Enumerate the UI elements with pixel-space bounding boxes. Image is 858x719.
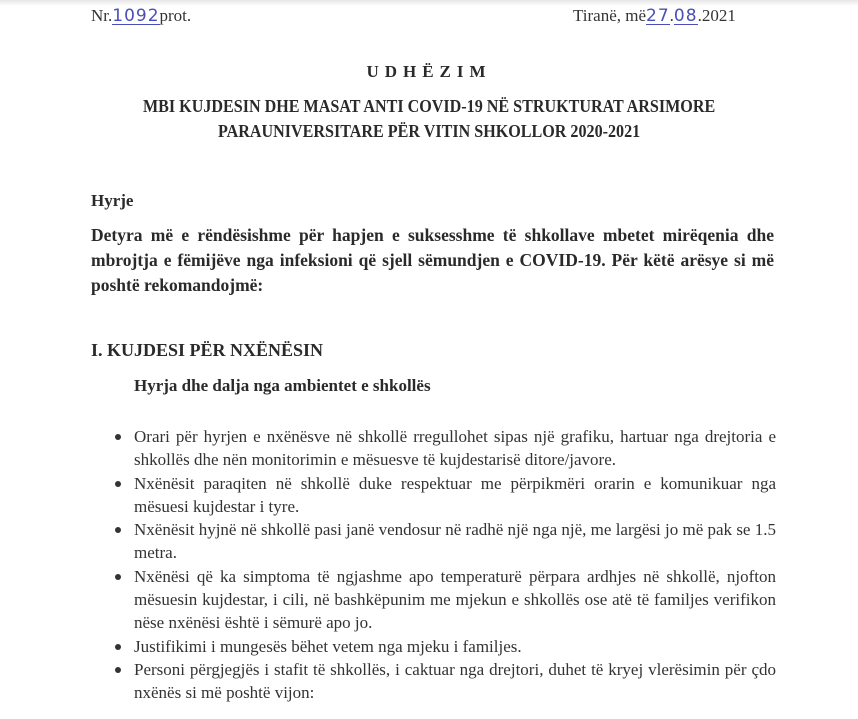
- list-item: [114, 472, 776, 519]
- bullet-icon: [115, 481, 121, 487]
- protocol-suffix: prot.: [159, 6, 192, 25]
- document-type: UDHËZIM: [366, 62, 492, 81]
- list-item-text: Nxënësit paraqiten në shkollë duke respektuar me përpikmëri orarin e komunikuar nga mësuesi kujdestar i tyre.: [134, 473, 776, 516]
- date-month-handwritten: 08: [673, 6, 698, 26]
- list-item-text: Personi përgjegjës i stafit të shkollës, i caktuar nga drejtori, duhet të kryej vlerësimin për çdo nxënës si më poshtë vijon:: [134, 659, 776, 703]
- bullet-icon: [115, 644, 121, 650]
- date-day-handwritten: 27: [646, 6, 670, 26]
- section-subheading: Hyrja dhe dalja nga ambientet e shkollës: [134, 376, 431, 395]
- list-item: [114, 635, 776, 658]
- document-title-line1: MBI KUJDESIN DHE MASAT ANTI COVID-19 NË STRUKTURAT ARSIMORE: [142, 96, 716, 116]
- date-year: .2021: [697, 6, 736, 25]
- list-item-text: Nxënësi që ka simptoma të ngjashme apo temperaturë përpara ardhjes në shkollë, njofton mësuesin kujdestar, i cili, në bashkëpunim me mjekun e shkollës ose atë të familjes verifikon nëse nxënësi është i sëmurë apo jo.: [134, 566, 776, 633]
- list-item: [114, 658, 776, 705]
- list-item-text: Justifikimi i mungesës bëhet vetem nga mjeku i familjes.: [134, 636, 522, 656]
- section-heading: I. KUJDESI PËR NXËNËSIN: [91, 340, 324, 360]
- bullet-icon: [115, 667, 121, 673]
- bullet-icon: [115, 574, 121, 580]
- intro-heading: Hyrje: [91, 191, 134, 210]
- protocol-number-handwritten: 1092: [112, 6, 160, 26]
- place-label: Tiranë, më: [573, 6, 647, 25]
- list-item-text: Orari për hyrjen e nxënësve në shkollë rregullohet sipas një grafiku, hartuar nga drejtoria e shkollës dhe nën monitorimin e mësuesve të kujdestarisë ditore/javore.: [134, 427, 776, 470]
- list-item: [114, 518, 776, 565]
- protocol-number: [91, 6, 191, 26]
- date-separator: .: [669, 6, 674, 25]
- intro-paragraph: Detyra më e rëndësishme për hapjen e suksesshme të shkollave mbetet mirëqenia dhe mbrojtja e fëmijëve nga infeksioni që sjell sëmundjen e COVID-19. Për këtë arësye si më poshtë rekomandojmë:: [91, 225, 774, 295]
- place-date: [573, 6, 736, 26]
- list-item: [114, 425, 776, 472]
- bullet-list: [114, 425, 776, 705]
- bullet-icon: [115, 527, 121, 533]
- list-item-text: Nxënësit hyjnë në shkollë pasi janë vendosur në radhë një nga një, me largësi jo më pak se 1.5 metra.: [134, 520, 776, 563]
- bullet-icon: [115, 434, 121, 440]
- document-title-line2: PARAUNIVERSITARE PËR VITIN SHKOLLOR 2020-2021: [217, 121, 641, 141]
- list-item: [114, 565, 776, 635]
- protocol-prefix: Nr.: [91, 6, 113, 25]
